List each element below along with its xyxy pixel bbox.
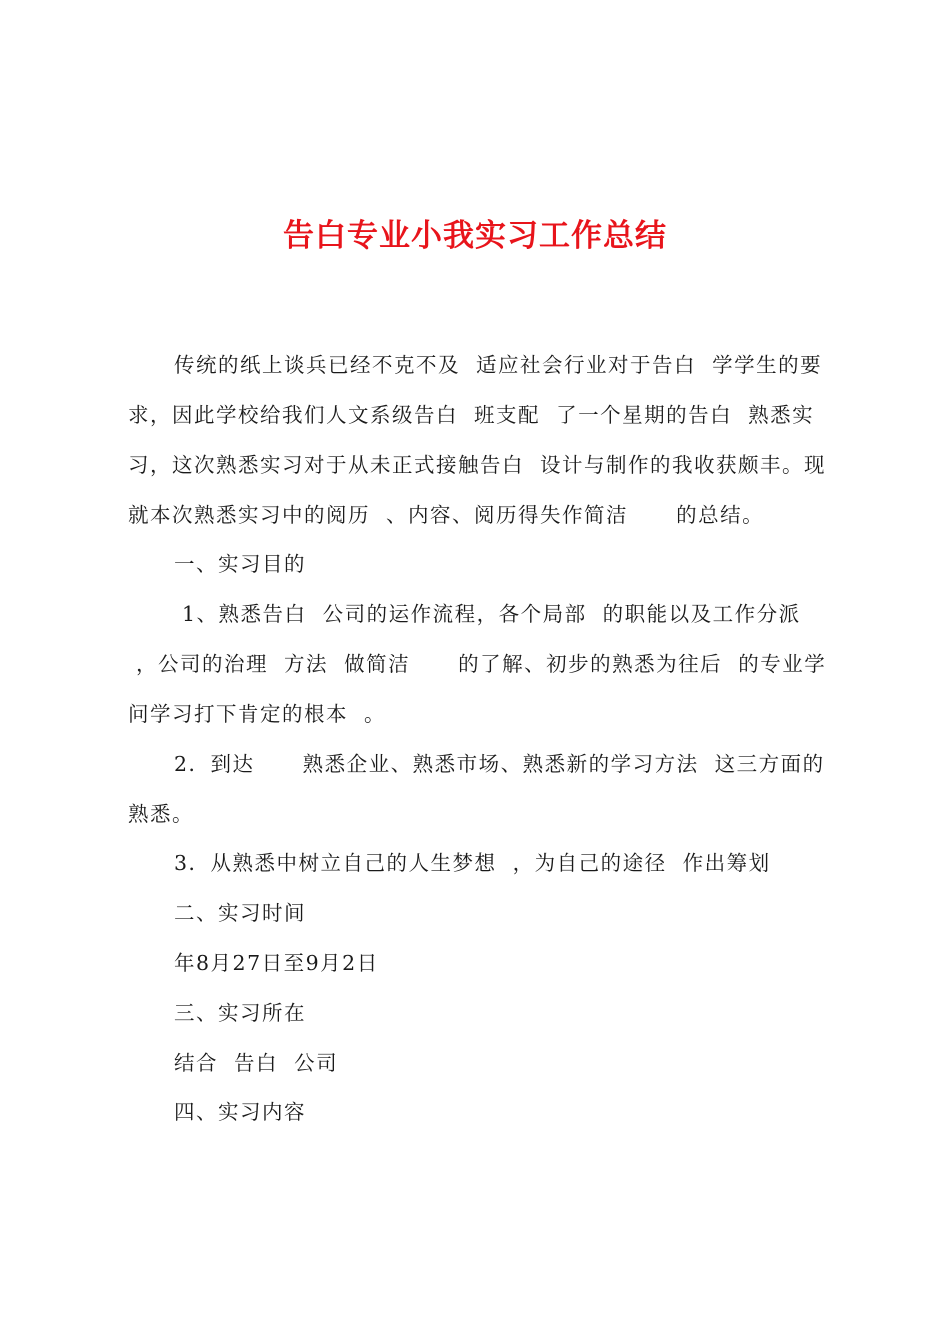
paragraph-line: ，公司的治理 方法 做简洁 的了解、初步的熟悉为往后 的专业学 <box>128 652 827 676</box>
paragraph-line: 年8月27日至9月2日 <box>174 951 379 975</box>
paragraph-line: 2．到达 熟悉企业、熟悉市场、熟悉新的学习方法 这三方面的 <box>174 752 825 776</box>
paragraph-line: 结合 告白 公司 <box>174 1051 339 1075</box>
paragraph-line: 问学习打下肯定的根本 。 <box>128 702 387 726</box>
paragraph-line: 3．从熟悉中树立自己的人生梦想 ，为自己的途径 作出筹划 <box>174 851 771 875</box>
paragraph-line: 传统的纸上谈兵已经不克不及 适应社会行业对于告白 学学生的要 <box>174 353 823 377</box>
section-heading: 四、实习内容 <box>174 1100 306 1124</box>
paragraph-line: 1、熟悉告白 公司的运作流程，各个局部 的职能以及工作分派 <box>174 602 801 626</box>
paragraph-line: 熟悉。 <box>128 802 194 826</box>
section-heading: 三、实习所在 <box>174 1001 306 1025</box>
section-heading: 一、实习目的 <box>174 552 306 576</box>
document-body <box>128 0 830 1344</box>
document-title: 告白专业小我实习工作总结 <box>283 218 667 254</box>
paragraph-line: 就本次熟悉实习中的阅历 、内容、阅历得失作简洁 的总结。 <box>128 503 765 527</box>
paragraph-line: 习，这次熟悉实习对于从未正式接触告白 设计与制作的我收获颇丰。现 <box>128 453 827 477</box>
paragraph-line: 求，因此学校给我们人文系级告白 班支配 了一个星期的告白 熟悉实 <box>128 403 815 427</box>
section-heading: 二、实习时间 <box>174 901 306 925</box>
